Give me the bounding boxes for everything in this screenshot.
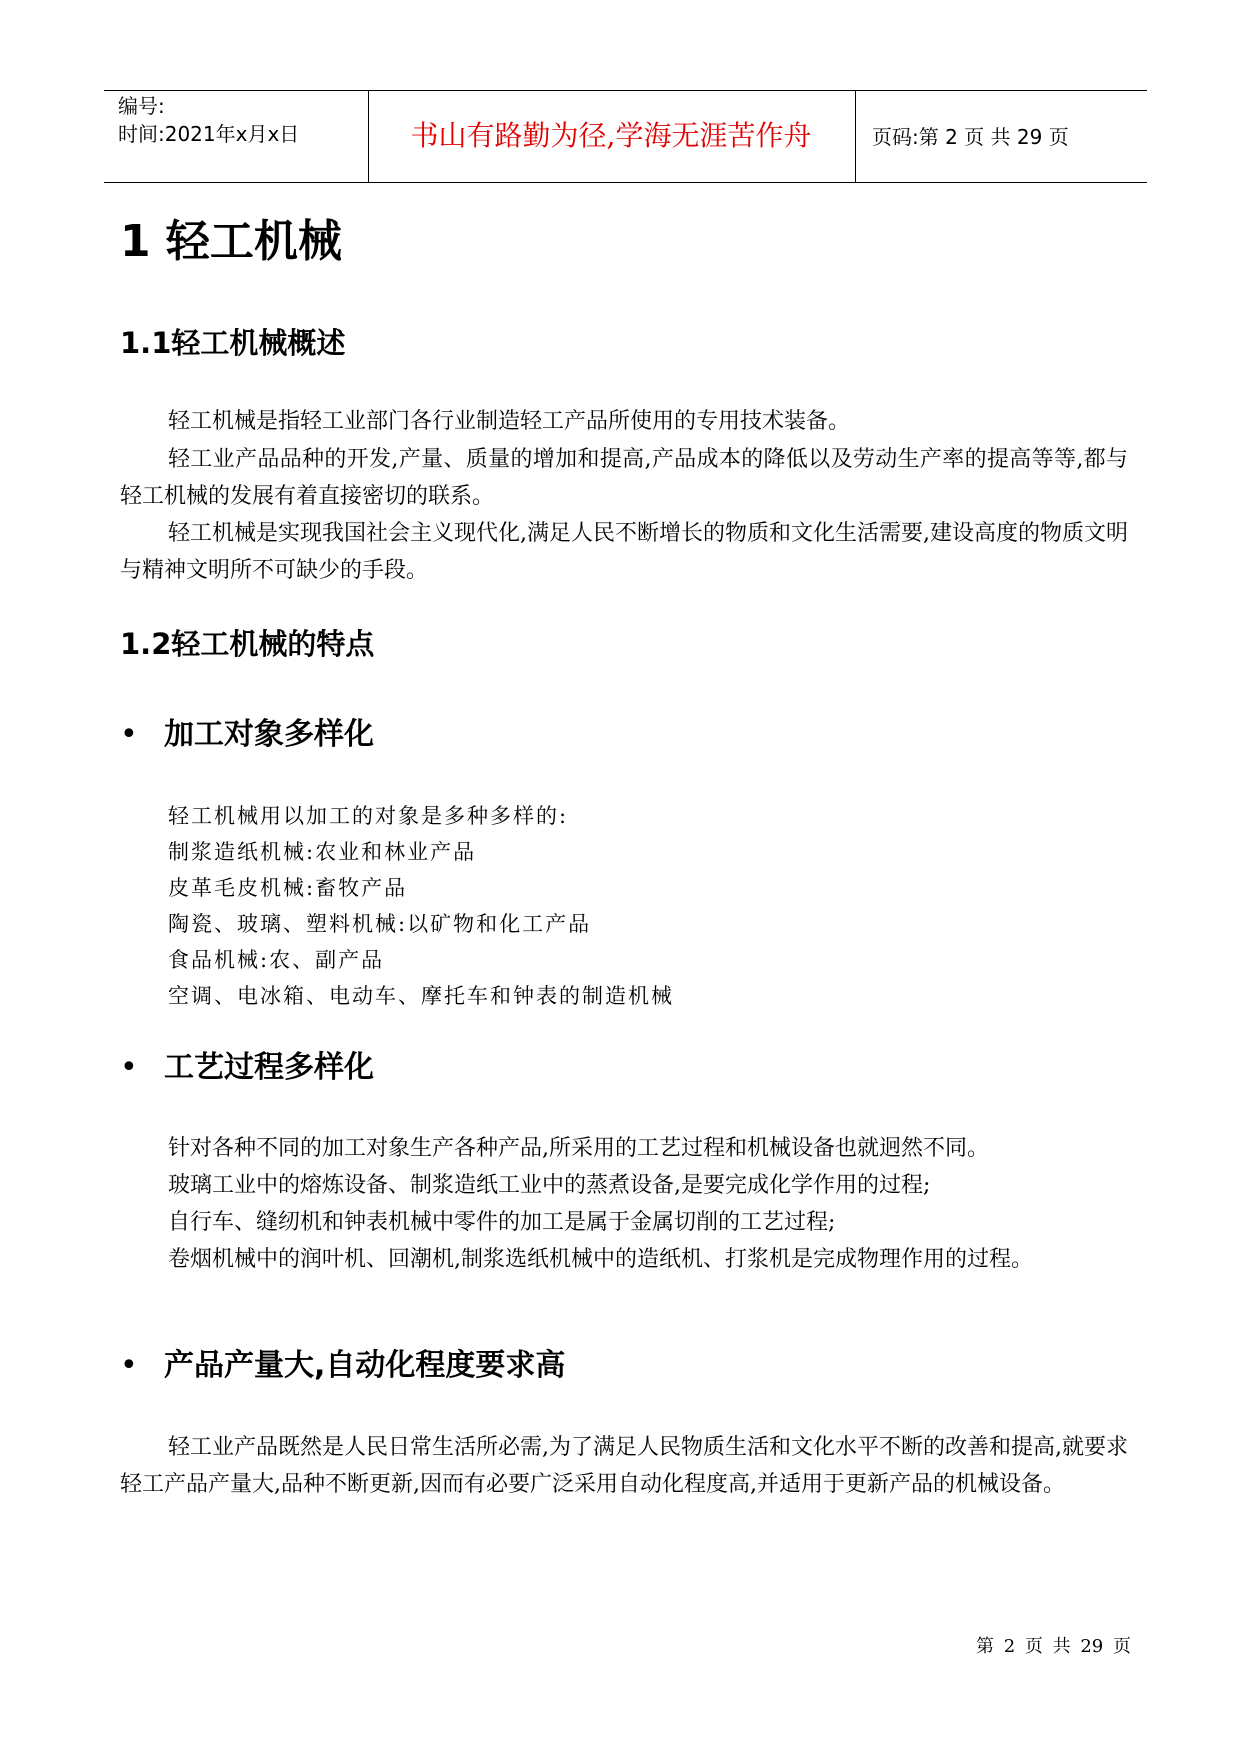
- section-1-2-title: 1.2轻工机械的特点: [120, 627, 375, 661]
- feature-1-heading: [120, 714, 374, 756]
- section-1-1-paragraph: 轻工机械是实现我国社会主义现代化,满足人民不断增长的物质和文化生活需要,建设高度的物质文明与精神文明所不可缺少的手段。: [120, 521, 1128, 583]
- feature-1-item: 制浆造纸机械:农业和林业产品: [168, 840, 477, 864]
- section-1-1-title: 1.1轻工机械概述: [120, 326, 346, 360]
- section-1-1-paragraph: 轻工机械是指轻工业部门各行业制造轻工产品所使用的专用技术装备。: [168, 409, 851, 434]
- feature-3-paragraph: 轻工业产品既然是人民日常生活所必需,为了满足人民物质生活和文化水平不断的改善和提高,就要求轻工产品产量大,品种不断更新,因而有必要广泛采用自动化程度高,并适用于更新产品的机械设备。: [120, 1435, 1128, 1497]
- feature-1-item: 空调、电冰箱、电动车、摩托车和钟表的制造机械: [168, 984, 674, 1008]
- feature-2-heading: [120, 1047, 374, 1089]
- header-time-label: 时间:2021年x月x日: [118, 122, 300, 146]
- feature-1-item: 陶瓷、玻璃、塑料机械:以矿物和化工产品: [168, 912, 592, 936]
- bullet-icon: •: [120, 1050, 138, 1085]
- feature-2-title: 工艺过程多样化: [164, 1050, 374, 1085]
- header-top-rule: [104, 90, 1147, 91]
- header-info: [118, 92, 299, 148]
- bullet-icon: •: [120, 1348, 138, 1383]
- feature-2-paragraph: 针对各种不同的加工对象生产各种产品,所采用的工艺过程和机械设备也就迥然不同。: [168, 1136, 989, 1161]
- feature-2-paragraph: 自行车、缝纫机和钟表机械中零件的加工是属于金属切削的工艺过程;: [168, 1210, 836, 1235]
- feature-2-paragraph: 卷烟机械中的润叶机、回潮机,制浆选纸机械中的造纸机、打浆机是完成物理作用的过程。: [168, 1247, 1033, 1272]
- header-divider-right: [855, 90, 856, 182]
- page-footer: 第 2 页 共 29 页: [976, 1636, 1131, 1657]
- feature-1-intro: 轻工机械用以加工的对象是多种多样的:: [168, 804, 569, 828]
- section-1-title: 1 轻工机械: [120, 216, 342, 267]
- header-bottom-rule: [104, 182, 1147, 183]
- feature-1-item: 皮革毛皮机械:畜牧产品: [168, 876, 408, 900]
- feature-1-item: 食品机械:农、副产品: [168, 948, 385, 972]
- section-1-1-paragraph: 轻工业产品品种的开发,产量、质量的增加和提高,产品成本的降低以及劳动生产率的提高等等,都与轻工机械的发展有着直接密切的联系。: [120, 447, 1128, 509]
- feature-3-title: 产品产量大,自动化程度要求高: [164, 1348, 566, 1383]
- feature-2-paragraph: 玻璃工业中的熔炼设备、制浆造纸工业中的蒸煮设备,是要完成化学作用的过程;: [168, 1173, 931, 1198]
- bullet-icon: •: [120, 717, 138, 752]
- header-page-label: 页码:第 2 页 共 29 页: [872, 125, 1069, 149]
- header-motto: 书山有路勤为径,学海无涯苦作舟: [410, 119, 812, 152]
- feature-3-heading: [120, 1345, 565, 1387]
- feature-1-title: 加工对象多样化: [164, 717, 374, 752]
- header-number-label: 编号:: [118, 94, 165, 118]
